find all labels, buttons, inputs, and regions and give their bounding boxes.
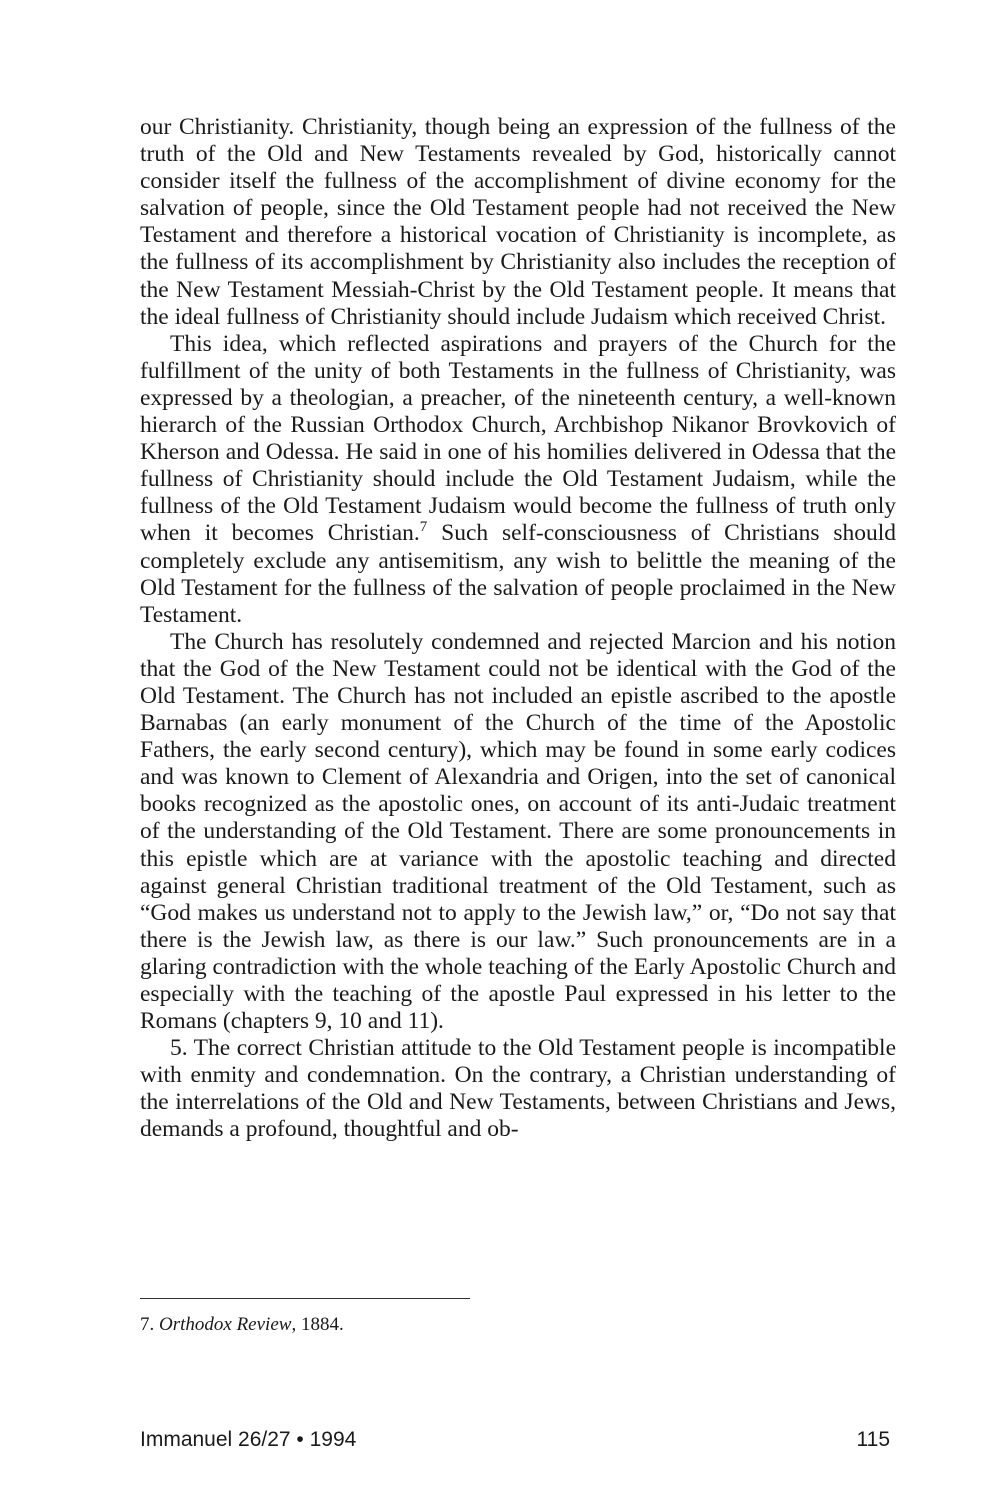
paragraph-section-5: 5. The correct Christian attitude to the Old Testament people is incompatible with enmity and condemnation. On the contrary, a Christian understanding of the interrelations of the Old and New Testaments, between Christians and Jews, demands a profound, thoughtful and ob- — [140, 1035, 896, 1143]
paragraph-continued: our Christianity. Christianity, though being an expression of the fullness of the truth of the Old and New Testaments revealed by God, historically cannot consider itself the fullness of the accomplishment of divine economy for the salvation of people, since the Old Testament people had not received the New Testament and therefore a historical vocation of Christianity is incomplete, as the fullness of its accomplishment by Christianity also includes the reception of the New Testament Messiah-Christ by the Old Testament people. It means that the ideal fullness of Christianity should include Judaism which received Christ. — [140, 114, 896, 330]
running-footer — [140, 1427, 890, 1453]
footnote-reference: 7 — [419, 519, 428, 536]
body-text — [140, 114, 896, 1144]
footnote — [140, 1313, 344, 1337]
paragraph-nikanor-text-b: Such self-consciousness of Christians should completely exclude any antisemitism, any wish to belittle the meaning of the Old Testament for the fullness of the salvation of people proclaimed in the New Testament. — [140, 520, 897, 628]
paragraph-marcion: The Church has resolutely condemned and rejected Marcion and his notion that the God of the New Testament could not be identical with the God of the Old Testament. The Church has not included an epistle ascribed to the apostle Barnabas (an early monument of the Church of the time of the Apostolic Fathers, the early second century), which may be found in some early codices and was known to Clement of Alexandria and Origen, into the set of canonical books recognized as the apostolic ones, on account of its anti-Judaic treatment of the understanding of the Old Testament. There are some pronouncements in this epistle which are at variance with the apostolic teaching and directed against general Christian traditional treatment of the Old Testament, such as “God makes us understand not to apply to the Jewish law,” or, “Do not say that there is the Jewish law, as there is our law.” Such pronouncements are in a glaring contradiction with the whole teaching of the Early Apostolic Church and especially with the teaching of the apostle Paul expressed in his letter to the Romans (chapters 9, 10 and 11). — [140, 628, 896, 1035]
footnote-number: 7. — [140, 1314, 155, 1335]
footnote-divider — [140, 1298, 470, 1299]
footnote-title: Orthodox Review — [159, 1314, 292, 1335]
paragraph-nikanor — [140, 331, 896, 629]
article-body — [140, 114, 896, 1144]
journal-citation: Immanuel 26/27 • 1994 — [140, 1428, 357, 1451]
footnote-detail: , 1884. — [291, 1314, 344, 1335]
page-number: 115 — [856, 1428, 890, 1451]
paragraph-nikanor-text-a: This idea, which reflected aspirations and prayers of the Church for the fulfillment of the unity of both Testaments in the fullness of Christianity, was expressed by a theologian, a preacher, of the nineteenth century, a well-known hierarch of the Russian Orthodox Church, Archbishop Nikanor Brovkovich of Kherson and Odessa. He said in one of his homilies delivered in Odessa that the fullness of Christianity should include the Old Testament Judaism, while the fullness of the Old Testament Judaism would become the fullness of truth only when it becomes Christian. — [140, 330, 896, 547]
